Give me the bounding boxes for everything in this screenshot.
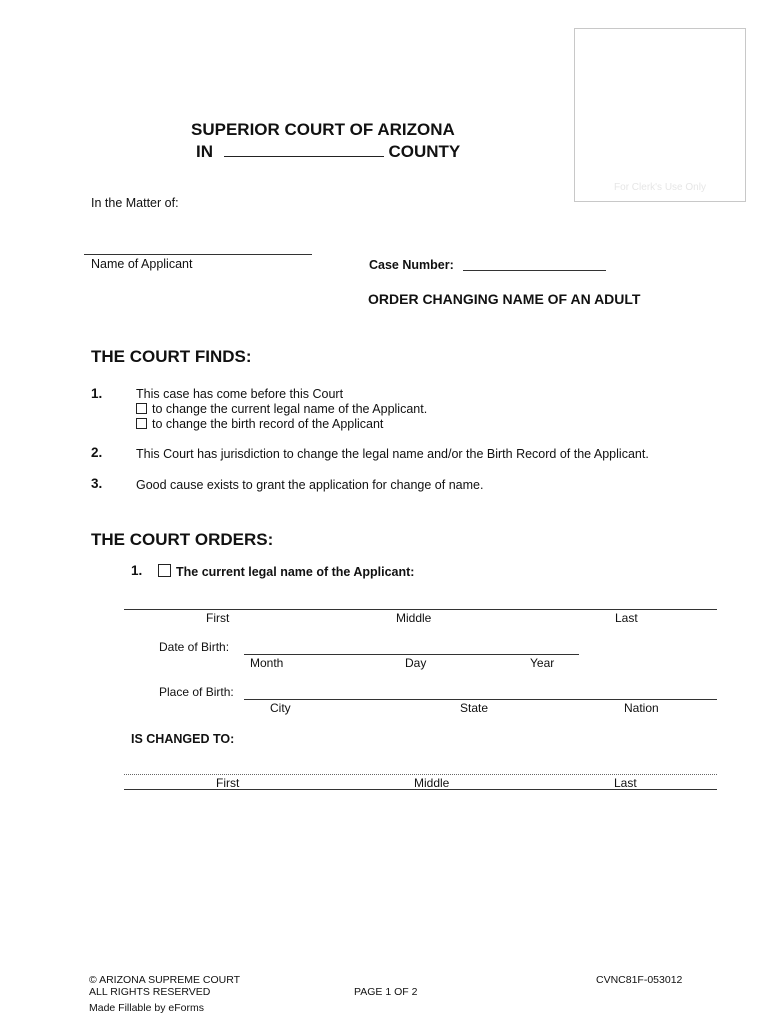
dob-field[interactable] bbox=[244, 654, 579, 655]
county-in-label: IN bbox=[196, 142, 213, 161]
pob-state-label: State bbox=[460, 701, 489, 715]
order-1-text-row bbox=[158, 564, 414, 579]
dob-day-label: Day bbox=[405, 656, 427, 670]
court-title: SUPERIOR COURT OF ARIZONA bbox=[191, 120, 455, 139]
pob-label: Place of Birth: bbox=[159, 685, 234, 699]
finding-1-text: This case has come before this Court bbox=[136, 387, 344, 401]
pob-nation-label: Nation bbox=[624, 701, 659, 715]
footer-page-number: PAGE 1 OF 2 bbox=[354, 986, 418, 998]
change-name-checkbox[interactable] bbox=[136, 403, 147, 414]
dob-label: Date of Birth: bbox=[159, 640, 230, 654]
document-title: ORDER CHANGING NAME OF AN ADULT bbox=[368, 291, 641, 307]
county-name-field[interactable] bbox=[224, 142, 384, 157]
finding-1-option-2 bbox=[136, 417, 383, 431]
county-line bbox=[196, 142, 460, 162]
court-finds-heading: THE COURT FINDS: bbox=[91, 347, 252, 366]
current-middle-label: Middle bbox=[396, 611, 432, 625]
current-last-label: Last bbox=[615, 611, 638, 625]
new-middle-label: Middle bbox=[414, 776, 450, 790]
clerk-use-box bbox=[574, 28, 746, 202]
pob-city-label: City bbox=[270, 701, 291, 715]
new-first-label: First bbox=[216, 776, 240, 790]
dob-year-label: Year bbox=[530, 656, 555, 670]
in-the-matter-label: In the Matter of: bbox=[91, 196, 179, 210]
dob-month-label: Month bbox=[250, 656, 284, 670]
finding-2-number: 2. bbox=[91, 445, 103, 460]
is-changed-to-label: IS CHANGED TO: bbox=[131, 732, 235, 746]
county-label: COUNTY bbox=[388, 142, 461, 161]
new-name-underline bbox=[124, 789, 717, 790]
finding-3-number: 3. bbox=[91, 476, 103, 491]
court-orders-heading: THE COURT ORDERS: bbox=[91, 530, 274, 549]
case-number-label: Case Number: bbox=[369, 258, 454, 272]
change-name-option-label: to change the current legal name of the Applicant. bbox=[152, 402, 428, 416]
footer-form-code: CVNC81F-053012 bbox=[596, 974, 683, 986]
order-1-number: 1. bbox=[131, 563, 143, 578]
applicant-name-field[interactable] bbox=[84, 254, 312, 255]
made-fillable-label: Made Fillable by eForms bbox=[89, 1002, 204, 1014]
applicant-name-label: Name of Applicant bbox=[91, 257, 193, 271]
clerk-use-label: For Clerk's Use Only bbox=[614, 182, 706, 193]
footer-copyright: © ARIZONA SUPREME COURT bbox=[89, 974, 241, 986]
finding-3-text: Good cause exists to grant the application for change of name. bbox=[136, 478, 484, 492]
order-1-text: The current legal name of the Applicant: bbox=[176, 565, 415, 579]
order-1-checkbox[interactable] bbox=[158, 564, 171, 577]
finding-1-number: 1. bbox=[91, 386, 103, 401]
finding-1-option-1 bbox=[136, 402, 427, 416]
current-first-label: First bbox=[206, 611, 230, 625]
pob-field[interactable] bbox=[244, 699, 717, 700]
finding-2-text: This Court has jurisdiction to change the legal name and/or the Birth Record of the Applicant. bbox=[136, 447, 649, 461]
new-last-label: Last bbox=[614, 776, 637, 790]
current-name-field[interactable] bbox=[124, 609, 717, 610]
change-birth-record-option-label: to change the birth record of the Applicant bbox=[152, 417, 384, 431]
footer-rights: ALL RIGHTS RESERVED bbox=[89, 986, 211, 998]
change-birth-record-checkbox[interactable] bbox=[136, 418, 147, 429]
new-name-field[interactable] bbox=[124, 774, 717, 775]
case-number-field[interactable] bbox=[463, 270, 606, 271]
